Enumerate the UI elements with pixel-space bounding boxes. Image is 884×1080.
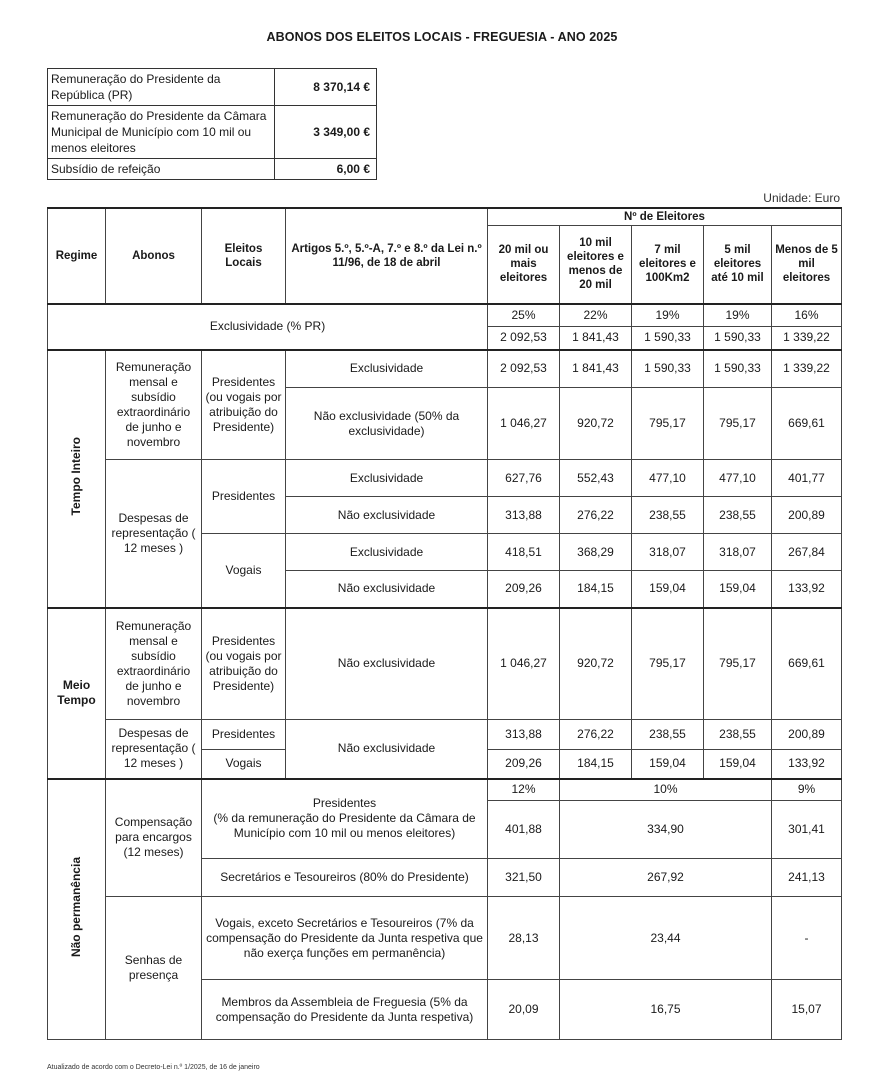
ti-rem-excl-row — [48, 350, 842, 388]
value-cell: 241,13 — [772, 859, 842, 897]
header-regime: Regime — [48, 208, 106, 304]
value-cell: 477,10 — [632, 460, 704, 497]
abono-compensacao: Compensação para encargos (12 meses) — [106, 779, 202, 897]
value-cell: 313,88 — [488, 497, 560, 534]
regime-nao-permanencia — [48, 779, 106, 1040]
value-cell: 238,55 — [704, 497, 772, 534]
value-cell: - — [772, 897, 842, 980]
value-cell: 159,04 — [704, 571, 772, 608]
pct-cell: 12% — [488, 779, 560, 801]
abono-despesas: Despesas de representação ( 12 meses ) — [106, 460, 202, 608]
abono-remuneracao: Remuneração mensal e subsídio extraordinário de junho e novembro — [106, 608, 202, 720]
np-pct-row — [48, 779, 842, 801]
mt-desp-pres-row — [48, 720, 842, 750]
value-cell: 238,55 — [632, 720, 704, 750]
value-cell: 159,04 — [632, 750, 704, 779]
header-artigos: Artigos 5.º, 5.º-A, 7.º e 8.º da Lei n.º 11/96, de 18 de abril — [286, 208, 488, 304]
np-vogais-row — [48, 897, 842, 980]
footnote: Atualizado de acordo com o Decreto-Lei n.º 1/2025, de 16 de janeiro — [47, 1064, 260, 1071]
value-cell: 267,84 — [772, 534, 842, 571]
eleitos-presidentes: Presidentes — [202, 460, 286, 534]
pct-cell: 9% — [772, 779, 842, 801]
presidentes-subtitle: (% da remuneração do Presidente da Câmara de Município com 10 mil ou menos eleitores) — [213, 811, 476, 841]
artigo-cell: Não exclusividade (50% da exclusividade) — [286, 388, 488, 460]
allowances-table — [47, 207, 842, 1040]
membros-label: Membros da Assembleia de Freguesia (5% da compensação do Presidente da Junta respetiva) — [202, 980, 488, 1040]
value-cell: 334,90 — [560, 801, 772, 859]
value-cell: 1 841,43 — [560, 327, 632, 350]
value-cell: 209,26 — [488, 571, 560, 608]
value-cell: 301,41 — [772, 801, 842, 859]
abono-despesas: Despesas de representação ( 12 meses ) — [106, 720, 202, 779]
pct-cell: 16% — [772, 304, 842, 327]
value-cell: 1 339,22 — [772, 350, 842, 388]
exclusividade-label: Exclusividade (% PR) — [48, 304, 488, 350]
pct-cell: 25% — [488, 304, 560, 327]
summary-label: Subsídio de refeição — [48, 159, 275, 180]
value-cell: 209,26 — [488, 750, 560, 779]
artigo-cell: Não exclusividade — [286, 720, 488, 779]
header-row — [48, 208, 842, 226]
value-cell: 1 590,33 — [704, 327, 772, 350]
value-cell: 627,76 — [488, 460, 560, 497]
header-abonos: Abonos — [106, 208, 202, 304]
value-cell: 133,92 — [772, 571, 842, 608]
summary-label: Remuneração do Presidente da República (PR) — [48, 69, 275, 106]
artigo-cell: Exclusividade — [286, 534, 488, 571]
value-cell: 669,61 — [772, 388, 842, 460]
value-cell: 200,89 — [772, 720, 842, 750]
value-cell: 313,88 — [488, 720, 560, 750]
header-col: Menos de 5 mil eleitores — [772, 226, 842, 304]
value-cell: 418,51 — [488, 534, 560, 571]
artigo-cell: Não exclusividade — [286, 497, 488, 534]
value-cell: 552,43 — [560, 460, 632, 497]
value-cell: 267,92 — [560, 859, 772, 897]
presidentes-title: Presidentes — [312, 796, 377, 811]
value-cell: 23,44 — [560, 897, 772, 980]
value-cell: 401,88 — [488, 801, 560, 859]
value-cell: 368,29 — [560, 534, 632, 571]
summary-value: 3 349,00 € — [275, 106, 377, 159]
secretarios-label: Secretários e Tesoureiros (80% do Presidente) — [202, 859, 488, 897]
value-cell: 15,07 — [772, 980, 842, 1040]
value-cell: 1 590,33 — [704, 350, 772, 388]
summary-table — [47, 68, 377, 180]
header-col: 7 mil eleitores e 100Km2 — [632, 226, 704, 304]
value-cell: 920,72 — [560, 608, 632, 720]
artigo-cell: Não exclusividade — [286, 571, 488, 608]
value-cell: 28,13 — [488, 897, 560, 980]
header-col: 5 mil eleitores até 10 mil — [704, 226, 772, 304]
eleitos-presidentes-vogais: Presidentes (ou vogais por atribuição do Presidente) — [202, 350, 286, 460]
value-cell: 795,17 — [704, 388, 772, 460]
value-cell: 159,04 — [704, 750, 772, 779]
value-cell: 1 046,27 — [488, 608, 560, 720]
abono-senhas: Senhas de presença — [106, 897, 202, 1040]
artigo-cell: Exclusividade — [286, 350, 488, 388]
value-cell: 795,17 — [632, 608, 704, 720]
unit-label: Unidade: Euro — [763, 191, 840, 205]
header-eleitos: Eleitos Locais — [202, 208, 286, 304]
eleitos-vogais: Vogais — [202, 750, 286, 779]
value-cell: 318,07 — [632, 534, 704, 571]
exclusividade-pct-row — [48, 304, 842, 327]
value-cell: 920,72 — [560, 388, 632, 460]
value-cell: 16,75 — [560, 980, 772, 1040]
eleitos-presidentes-vogais: Presidentes (ou vogais por atribuição do Presidente) — [202, 608, 286, 720]
value-cell: 1 590,33 — [632, 327, 704, 350]
value-cell: 669,61 — [772, 608, 842, 720]
artigo-cell: Exclusividade — [286, 460, 488, 497]
value-cell: 184,15 — [560, 750, 632, 779]
pct-cell: 19% — [704, 304, 772, 327]
value-cell: 200,89 — [772, 497, 842, 534]
value-cell: 184,15 — [560, 571, 632, 608]
pct-cell: 22% — [560, 304, 632, 327]
regime-label: Não permanência — [69, 857, 83, 958]
value-cell: 20,09 — [488, 980, 560, 1040]
header-col: 20 mil ou mais eleitores — [488, 226, 560, 304]
value-cell: 321,50 — [488, 859, 560, 897]
page-title: ABONOS DOS ELEITOS LOCAIS - FREGUESIA - ANO 2025 — [266, 30, 618, 44]
value-cell: 318,07 — [704, 534, 772, 571]
value-cell: 1 046,27 — [488, 388, 560, 460]
value-cell: 133,92 — [772, 750, 842, 779]
summary-row — [48, 106, 377, 159]
eleitos-presidentes-np — [202, 779, 488, 859]
value-cell: 159,04 — [632, 571, 704, 608]
pct-cell: 19% — [632, 304, 704, 327]
value-cell: 795,17 — [632, 388, 704, 460]
value-cell: 276,22 — [560, 497, 632, 534]
mt-rem-row — [48, 608, 842, 720]
value-cell: 401,77 — [772, 460, 842, 497]
ti-desp-pres-excl-row — [48, 460, 842, 497]
summary-value: 8 370,14 € — [275, 69, 377, 106]
value-cell: 2 092,53 — [488, 327, 560, 350]
pct-cell: 10% — [560, 779, 772, 801]
value-cell: 1 841,43 — [560, 350, 632, 388]
abono-remuneracao: Remuneração mensal e subsídio extraordinário de junho e novembro — [106, 350, 202, 460]
value-cell: 276,22 — [560, 720, 632, 750]
summary-label: Remuneração do Presidente da Câmara Municipal de Município com 10 mil ou menos eleitores — [48, 106, 275, 159]
header-n-eleitores: Nº de Eleitores — [488, 208, 842, 226]
value-cell: 238,55 — [632, 497, 704, 534]
summary-row — [48, 159, 377, 180]
eleitos-presidentes: Presidentes — [202, 720, 286, 750]
value-cell: 477,10 — [704, 460, 772, 497]
regime-meio-tempo: Meio Tempo — [48, 608, 106, 779]
eleitos-vogais: Vogais — [202, 534, 286, 608]
regime-tempo-inteiro — [48, 350, 106, 608]
header-col: 10 mil eleitores e menos de 20 mil — [560, 226, 632, 304]
value-cell: 1 590,33 — [632, 350, 704, 388]
regime-label: Tempo Inteiro — [69, 437, 83, 516]
value-cell: 1 339,22 — [772, 327, 842, 350]
summary-row — [48, 69, 377, 106]
summary-value: 6,00 € — [275, 159, 377, 180]
value-cell: 2 092,53 — [488, 350, 560, 388]
value-cell: 795,17 — [704, 608, 772, 720]
vogais-label: Vogais, exceto Secretários e Tesoureiros (7% da compensação do Presidente da Junta respetiva que não exerça funções em permanência) — [202, 897, 488, 980]
value-cell: 238,55 — [704, 720, 772, 750]
artigo-cell: Não exclusividade — [286, 608, 488, 720]
